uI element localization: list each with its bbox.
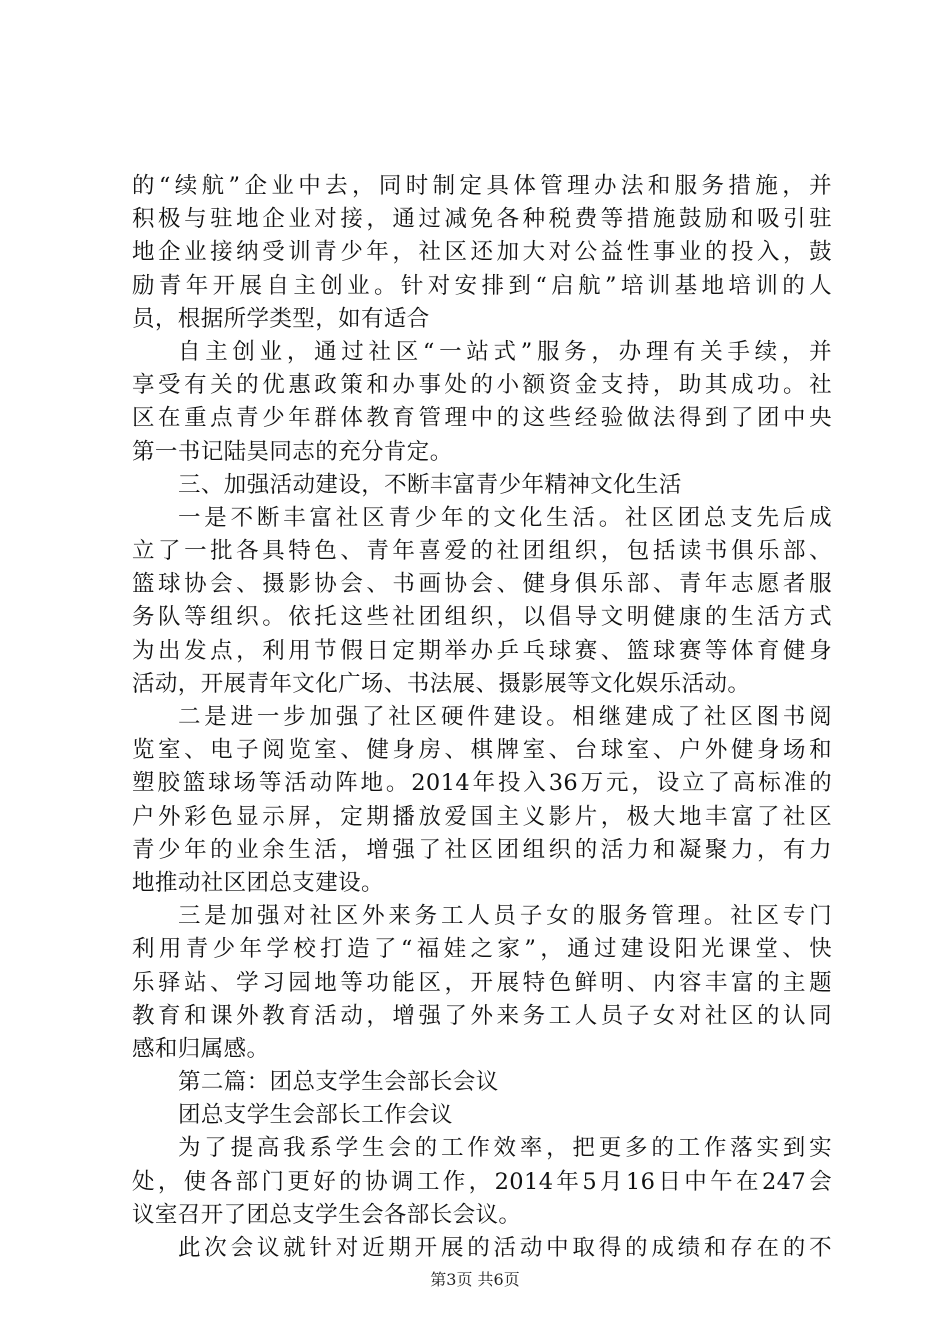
text-line: 览室、电子阅览室、健身房、棋牌室、台球室、户外健身场和 (132, 737, 832, 764)
text-line: 团总支学生会部长工作会议 (178, 1102, 453, 1129)
text-line: 为出发点，利用节假日定期举办乒乓球赛、篮球赛等体育健身 (132, 637, 832, 664)
document-body (132, 170, 832, 1265)
text-line: 塑胶篮球场等活动阵地。2014年投入36万元，设立了高标准的 (132, 770, 832, 797)
text-line: 活动，开展青年文化广场、书法展、摄影展等文化娱乐活动。 (132, 670, 751, 697)
text-line: 励青年开展自主创业。针对安排到“启航”培训基地培训的人 (132, 272, 832, 299)
text-line: 此次会议就针对近期开展的活动中取得的成绩和存在的不 (178, 1235, 832, 1261)
text-line: 员，根据所学类型，如有适合 (132, 305, 430, 332)
text-line: 地企业接纳受训青少年，社区还加大对公益性事业的投入，鼓 (132, 239, 832, 266)
text-line: 区在重点青少年群体教育管理中的这些经验做法得到了团中央 (132, 405, 832, 432)
text-line: 积极与驻地企业对接，通过减免各种税费等措施鼓励和吸引驻 (132, 206, 832, 233)
text-line: 户外彩色显示屏，定期播放爱国主义影片，极大地丰富了社区 (132, 803, 832, 830)
text-line: 篮球协会、摄影协会、书画协会、健身俱乐部、青年志愿者服 (132, 571, 832, 598)
text-line: 立了一批各具特色、青年喜爱的社团组织，包括读书俱乐部、 (132, 538, 832, 565)
text-line: 的“续航”企业中去，同时制定具体管理办法和服务措施，并 (132, 173, 832, 199)
text-line: 教育和课外教育活动，增强了外来务工人员子女对社区的认同 (132, 1002, 832, 1029)
text-line: 处，使各部门更好的协调工作，2014年5月16日中午在247会 (132, 1168, 832, 1195)
text-line: 二是进一步加强了社区硬件建设。相继建成了社区图书阅 (178, 704, 832, 730)
text-line: 为了提高我系学生会的工作效率，把更多的工作落实到实 (178, 1135, 832, 1162)
text-line: 青少年的业余生活，增强了社区团组织的活力和凝聚力，有力 (132, 836, 832, 863)
page-footer: 第3页 共6页 (430, 1270, 520, 1289)
text-line: 务队等组织。依托这些社团组织，以倡导文明健康的生活方式 (132, 604, 832, 631)
text-line: 第二篇：团总支学生会部长会议 (178, 1069, 499, 1096)
text-line: 感和归属感。 (132, 1035, 270, 1062)
text-line: 第一书记陆昊同志的充分肯定。 (132, 438, 453, 465)
text-line: 三、加强活动建设，不断丰富青少年精神文化生活 (178, 471, 682, 498)
text-line: 享受有关的优惠政策和办事处的小额资金支持，助其成功。社 (132, 372, 832, 399)
text-line: 议室召开了团总支学生会各部长会议。 (132, 1201, 522, 1228)
text-line: 三是加强对社区外来务工人员子女的服务管理。社区专门 (178, 903, 832, 930)
text-line: 自主创业，通过社区“一站式”服务，办理有关手续，并 (178, 338, 832, 365)
text-line: 地推动社区团总支建设。 (132, 869, 384, 896)
text-line: 乐驿站、学习园地等功能区，开展特色鲜明、内容丰富的主题 (132, 969, 832, 996)
text-line: 一是不断丰富社区青少年的文化生活。社区团总支先后成 (178, 504, 832, 531)
text-line: 利用青少年学校打造了“福娃之家”，通过建设阳光课堂、快 (132, 936, 832, 963)
